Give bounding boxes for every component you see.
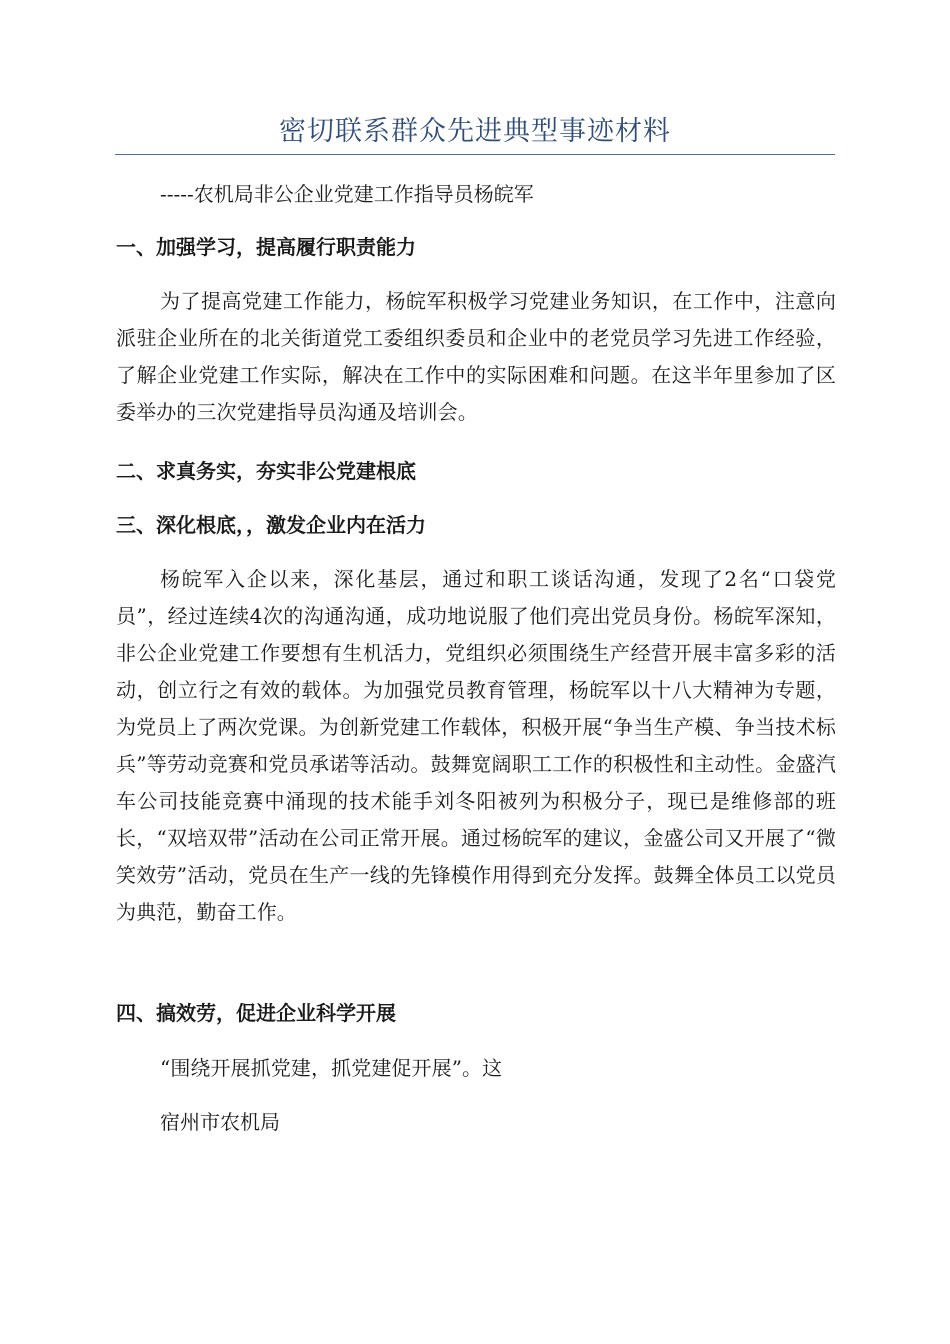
section-heading-3: 三、深化根底，，激发企业内在活力 bbox=[116, 513, 426, 537]
document-signature: 宿州市农机局 bbox=[160, 1110, 280, 1134]
section-paragraph-4: “围绕开展抓党建，抓党建促开展”。这 bbox=[160, 1056, 503, 1080]
section-paragraph-3: 杨皖军入企以来，深化基层，通过和职工谈话沟通，发现了2名“口袋党员”，经过连续4次的沟通沟通，成功地说服了他们亮出党员身份。杨皖军深知，非公企业党建工作要想有生机活力，党组织必须围绕生产经营开展丰富多彩的活动，创立行之有效的载体。为加强党员教育管理，杨皖军以十八大精神为专题，为党员上了两次党课。为创新党建工作载体，积极开展“争当生产模、争当技术标兵”等劳动竞赛和党员承诺等活动。鼓舞宽阔职工工作的积极性和主动性。金盛汽车公司技能竞赛中涌现的技术能手刘冬阳被列为积极分子，现已是维修部的班长，“双培双带”活动在公司正常开展。通过杨皖军的建议，金盛公司又开展了“微笑效劳”活动，党员在生产一线的先锋模作用得到充分发挥。鼓舞全体员工以党员为典范，勤奋工作。 bbox=[116, 567, 836, 924]
title-underline bbox=[115, 154, 835, 155]
document-subtitle: -----农机局非公企业党建工作指导员杨皖军 bbox=[160, 182, 534, 206]
section-paragraph-1: 为了提高党建工作能力，杨皖军积极学习党建业务知识，在工作中，注意向派驻企业所在的北关街道党工委组织委员和企业中的老党员学习先进工作经验，了解企业党建工作实际，解决在工作中的实际困难和问题。在这半年里参加了区委举办的三次党建指导员沟通及培训会。 bbox=[116, 289, 836, 424]
section-heading-1: 一、加强学习，提高履行职责能力 bbox=[116, 235, 416, 259]
document-title: 密切联系群众先进典型事迹材料 bbox=[279, 116, 671, 147]
section-heading-4: 四、搞效劳，促进企业科学开展 bbox=[116, 1001, 396, 1025]
section-heading-2: 二、求真务实，夯实非公党建根底 bbox=[116, 459, 416, 483]
